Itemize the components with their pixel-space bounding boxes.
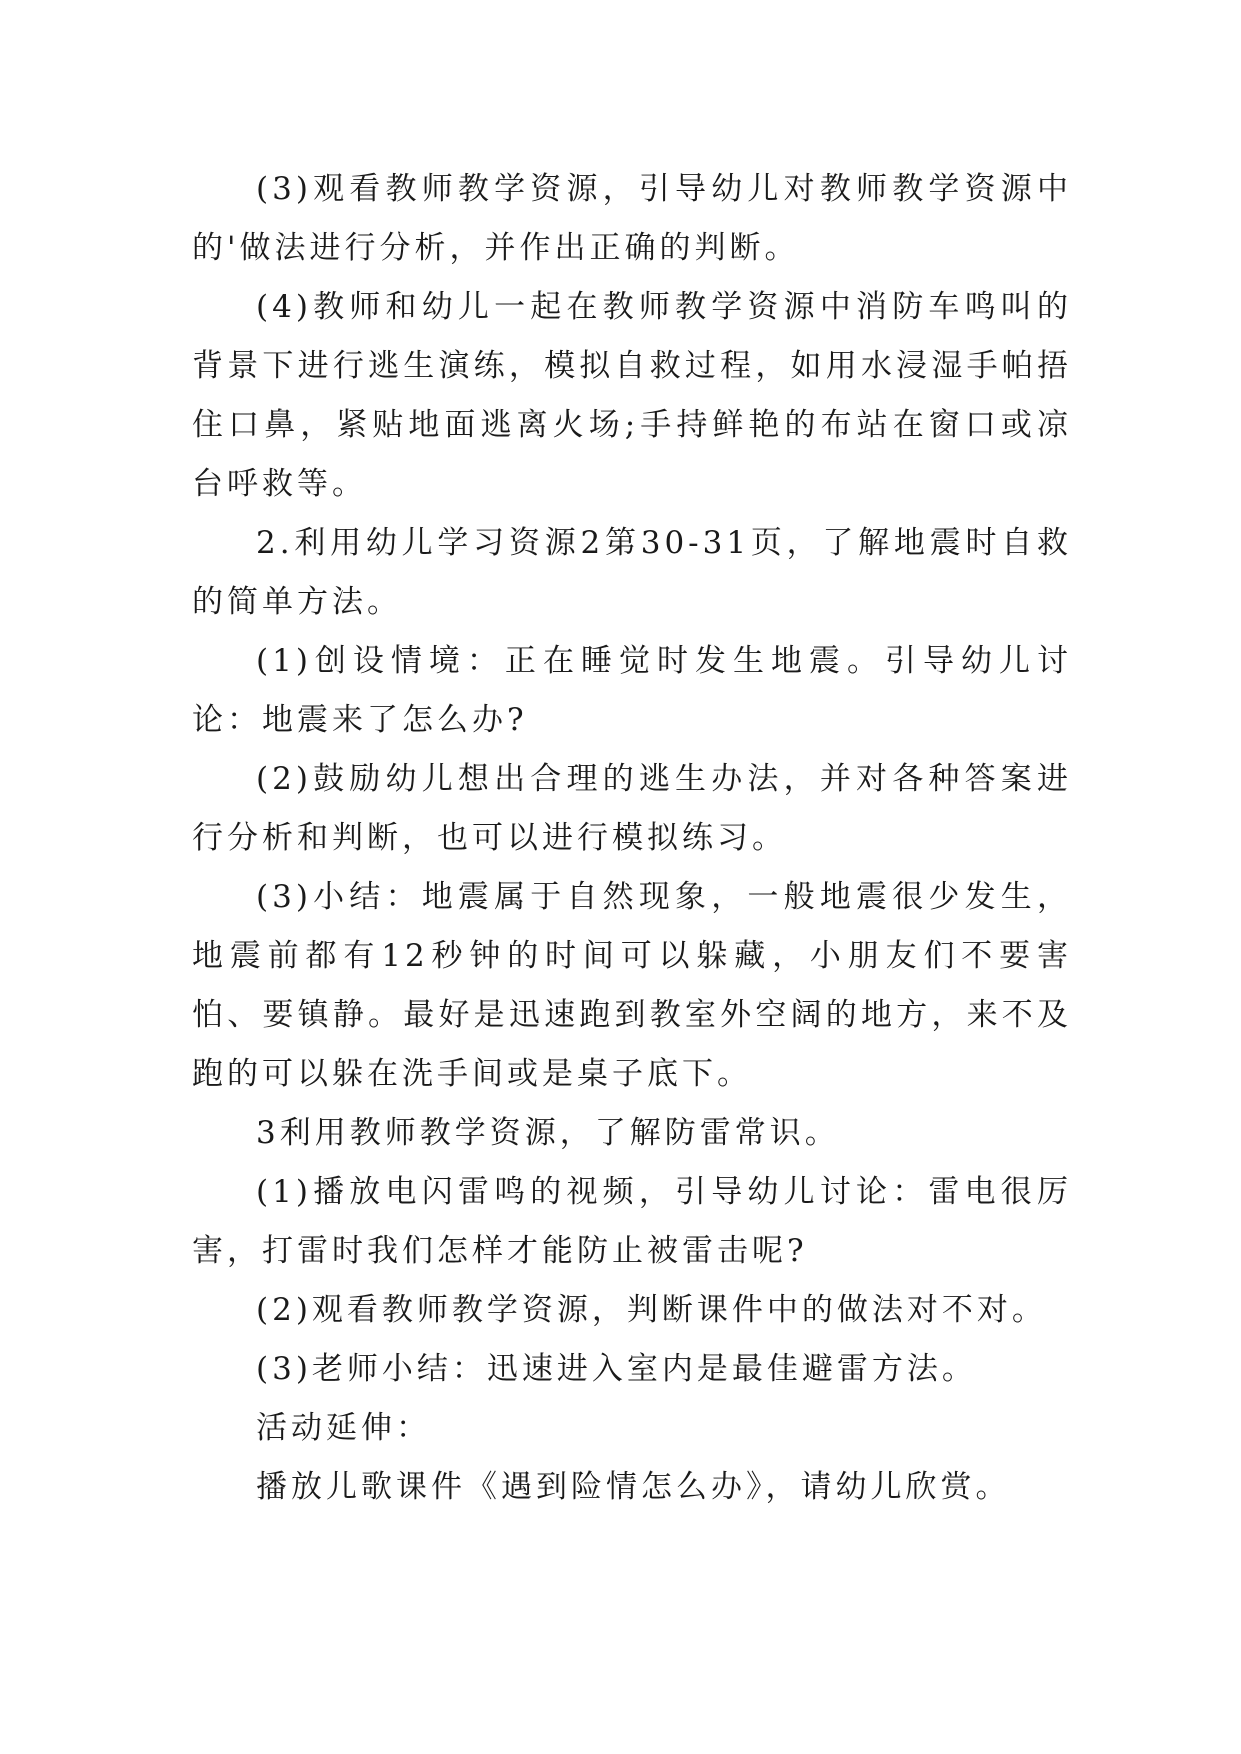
paragraph-extension-heading: 活动延伸：: [256, 1410, 431, 1446]
paragraph-lightning-judgement: (2)观看教师教学资源，判断课件中的做法对不对。: [256, 1292, 1047, 1328]
paragraph-lightning-heading: 3利用教师教学资源，了解防雷常识。: [256, 1115, 840, 1151]
paragraph-extension-song: 播放儿歌课件《遇到险情怎么办》，请幼儿欣赏。: [256, 1469, 1011, 1505]
paragraph-earthquake-heading: 2.利用幼儿学习资源2第30-31页，了解地震时自救的简单方法。: [192, 525, 1072, 620]
paragraph-earthquake-methods: (2)鼓励幼儿想出合理的逃生办法，并对各种答案进行分析和判断，也可以进行模拟练习。: [192, 761, 1072, 856]
paragraph-earthquake-summary: (3)小结：地震属于自然现象，一般地震很少发生，地震前都有12秒钟的时间可以躲藏，小朋友们不要害怕、要镇静。最好是迅速跑到教室外空阔的地方，来不及跑的可以躲在洗手间或是桌子底下。: [192, 879, 1072, 1092]
paragraph-lightning-summary: (3)老师小结：迅速进入室内是最佳避雷方法。: [256, 1351, 977, 1387]
paragraph-lightning-video: (1)播放电闪雷鸣的视频，引导幼儿讨论：雷电很厉害，打雷时我们怎样才能防止被雷击呢?: [192, 1174, 1072, 1269]
paragraph-fire-escape-drill: (4)教师和幼儿一起在教师教学资源中消防车鸣叫的背景下进行逃生演练，模拟自救过程，如用水浸湿手帕捂住口鼻，紧贴地面逃离火场;手持鲜艳的布站在窗口或凉台呼救等。: [192, 289, 1072, 502]
document-body: [192, 160, 1072, 1517]
paragraph-earthquake-scenario: (1)创设情境：正在睡觉时发生地震。引导幼儿讨论：地震来了怎么办?: [192, 643, 1072, 738]
paragraph-fire-video-analysis: (3)观看教师教学资源，引导幼儿对教师教学资源中的'做法进行分析，并作出正确的判断。: [192, 171, 1072, 266]
